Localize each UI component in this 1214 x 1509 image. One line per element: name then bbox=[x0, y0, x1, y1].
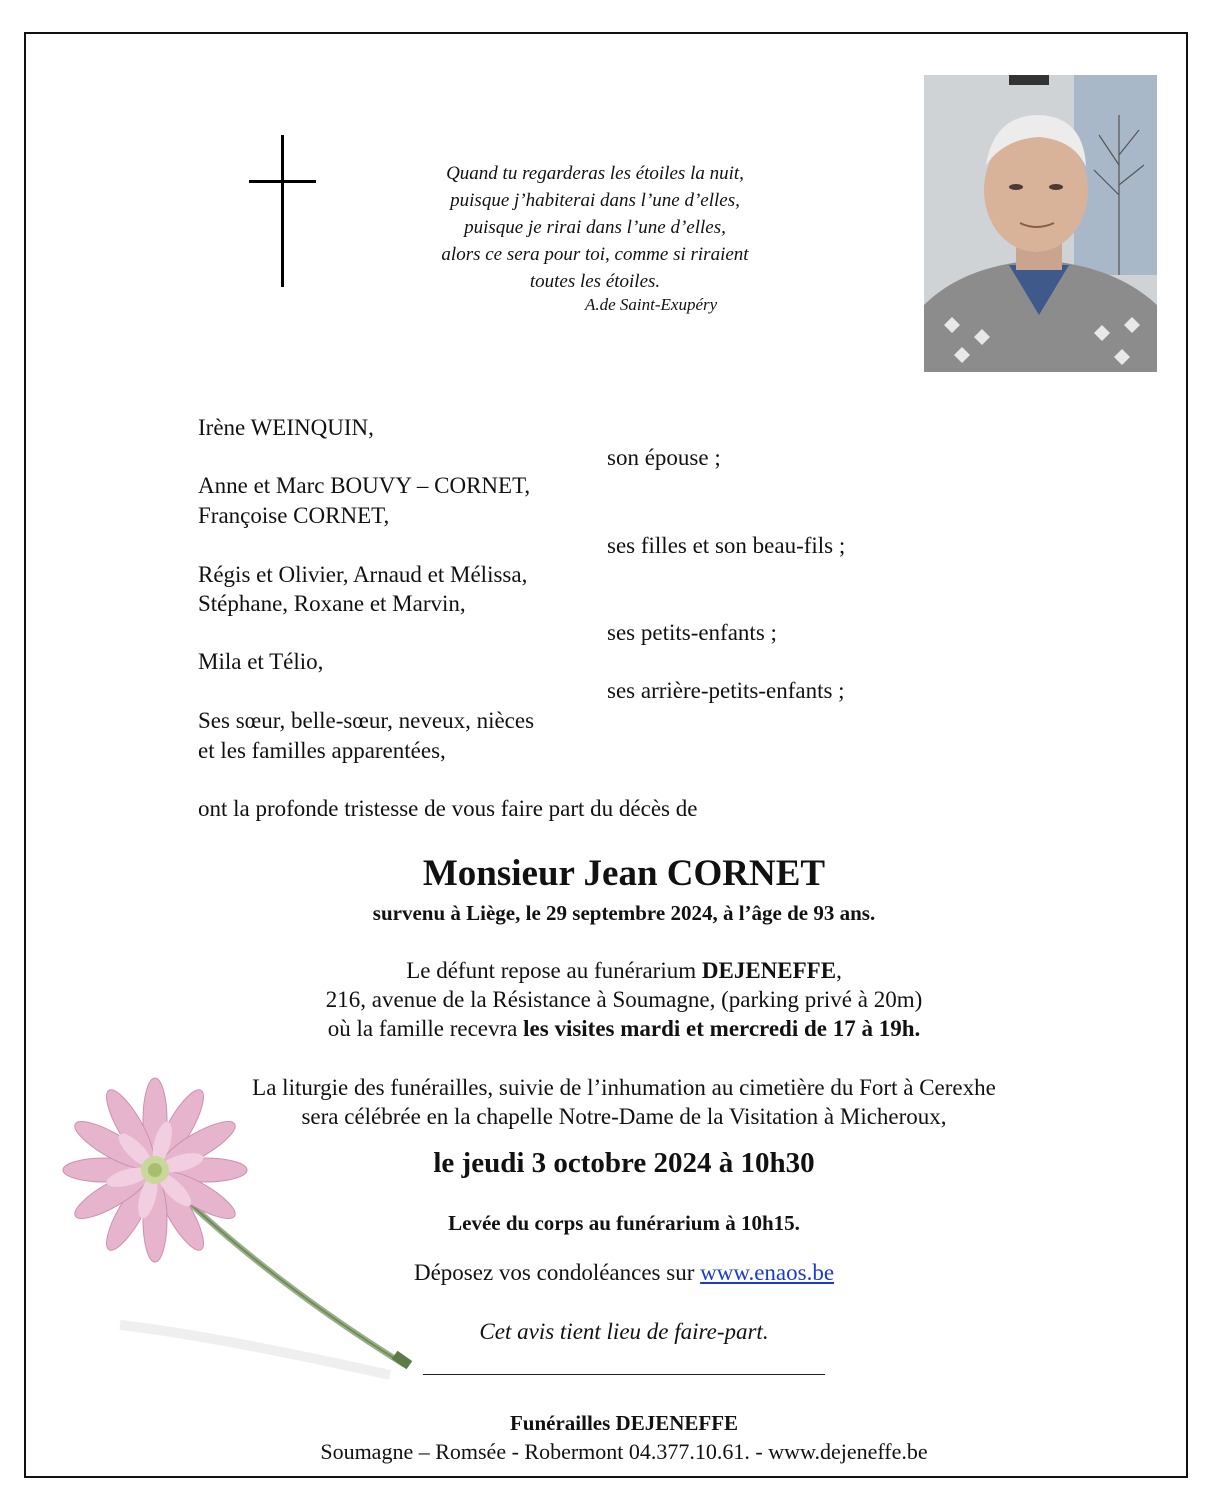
liturgy-line-1: La liturgie des funérailles, suivie de l’inhumation au cimetière du Fort à Cerexhe bbox=[252, 1075, 996, 1100]
poem bbox=[390, 160, 800, 295]
family-relation-3: ses petits-enfants ; bbox=[607, 620, 777, 645]
funeral-date: le jeudi 3 octobre 2024 à 10h30 bbox=[433, 1147, 815, 1179]
poem-line: alors ce sera pour toi, comme si riraient bbox=[441, 244, 749, 265]
family-relation-4: ses arrière-petits-enfants ; bbox=[607, 678, 845, 703]
family-relation-2: ses filles et son beau-fils ; bbox=[607, 533, 846, 558]
family-relation-1: son épouse ; bbox=[607, 445, 721, 470]
family-names-5b: et les familles apparentées, bbox=[198, 738, 446, 763]
deceased-name: Monsieur Jean CORNET bbox=[422, 853, 826, 894]
notice: Cet avis tient lieu de faire-part. bbox=[479, 1319, 769, 1344]
portrait-photo bbox=[924, 75, 1157, 372]
family-names-3a: Régis et Olivier, Arnaud et Mélissa, bbox=[198, 562, 528, 587]
rest-line-2: 216, avenue de la Résistance à Soumagne, (parking privé à 20m) bbox=[325, 987, 923, 1012]
deceased-details: survenu à Liège, le 29 septembre 2024, à l’âge de 93 ans. bbox=[372, 901, 876, 925]
family-names-4: Mila et Télio, bbox=[198, 649, 324, 674]
divider bbox=[423, 1374, 825, 1375]
family-names-5a: Ses sœur, belle-sœur, neveux, nièces bbox=[198, 708, 535, 733]
poem-author: A.de Saint-Exupéry bbox=[585, 295, 718, 314]
poem-line: toutes les étoiles. bbox=[529, 271, 661, 292]
poem-line: puisque je rirai dans l’une d’elles, bbox=[464, 217, 726, 238]
poem-line: puisque j’habiterai dans l’une d’elles, bbox=[450, 190, 740, 211]
levee-du-corps: Levée du corps au funérarium à 10h15. bbox=[448, 1211, 800, 1235]
condolences-link[interactable]: www.enaos.be bbox=[700, 1260, 835, 1285]
family-names-2b: Françoise CORNET, bbox=[198, 503, 390, 528]
announcement: ont la profonde tristesse de vous faire part du décès de bbox=[198, 796, 698, 821]
flower-illustration bbox=[60, 1075, 440, 1405]
condolences-line: Déposez vos condoléances sur www.enaos.be bbox=[413, 1260, 835, 1285]
footer-contact: Soumagne – Romsée - Robermont 04.377.10.61. - www.dejeneffe.be bbox=[320, 1439, 928, 1464]
rest-line-1: Le défunt repose au funérarium DEJENEFFE, bbox=[406, 958, 842, 983]
poem-line: Quand tu regarderas les étoiles la nuit, bbox=[446, 163, 744, 184]
family-names-3b: Stéphane, Roxane et Marvin, bbox=[198, 591, 466, 616]
family-names-2a: Anne et Marc BOUVY – CORNET, bbox=[198, 473, 531, 498]
liturgy-line-2: sera célébrée en la chapelle Notre-Dame de la Visitation à Micheroux, bbox=[301, 1104, 947, 1129]
family-names-1: Irène WEINQUIN, bbox=[198, 415, 374, 440]
footer-company: Funérailles DEJENEFFE bbox=[509, 1411, 739, 1435]
rest-line-3: où la famille recevra les visites mardi et mercredi de 17 à 19h. bbox=[327, 1016, 921, 1041]
